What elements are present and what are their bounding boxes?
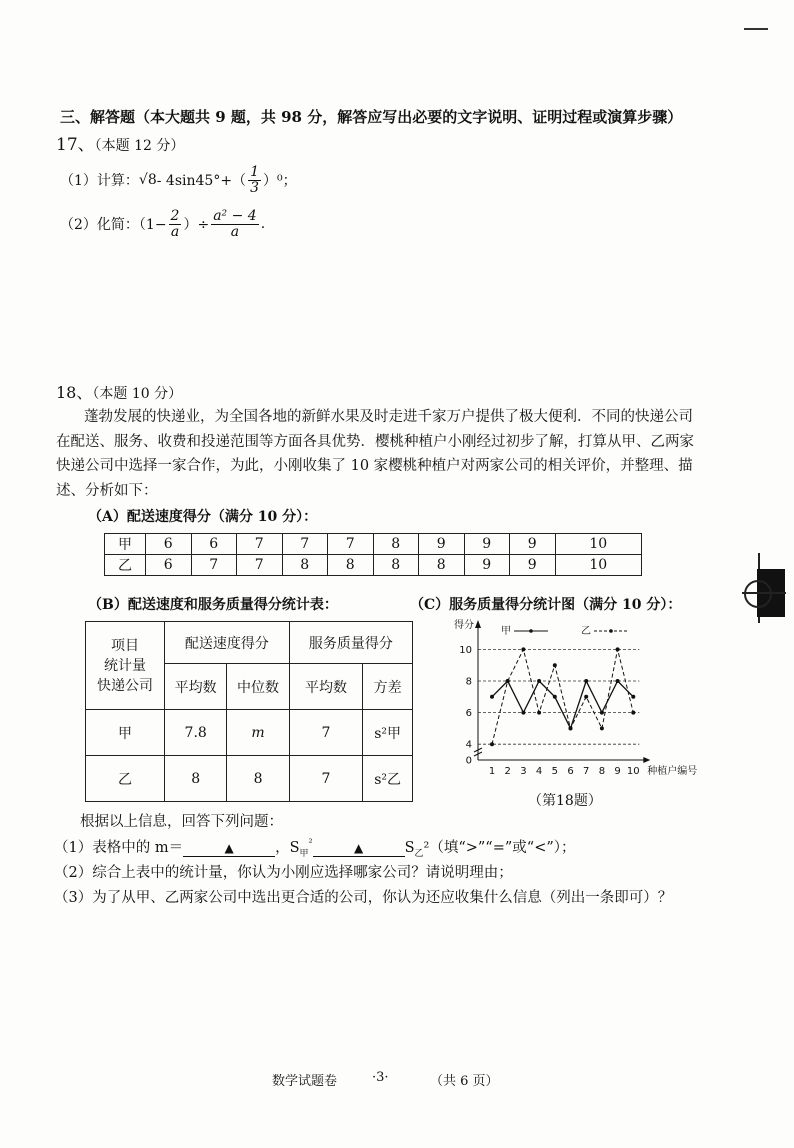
chart-caption: （第18题） [528,793,602,809]
q17-p1-expr-b: - 4sin45°+（ [156,173,247,189]
q18-sub1 [54,836,576,859]
blank-marker: ▲ [353,841,364,855]
table-cell: 7 [289,710,363,756]
series-yi-point [553,663,557,667]
table-row [86,622,413,664]
table-cell: 6 [146,555,192,576]
y-tick-label: 10 [459,644,472,656]
table-cell: 甲 [86,710,165,756]
fraction-denominator: 3 [250,179,259,196]
x-tick-label: 3 [520,766,527,777]
q17-header [56,130,184,155]
table-b [85,621,413,802]
fraction-numerator: a² − 4 [213,207,257,224]
y-tick-label: 6 [465,708,472,720]
series-yi-point [616,647,620,651]
table-cell: 10 [555,534,642,555]
series-yi-point [521,647,525,651]
sub1-text-b: ，S [275,840,300,856]
q18-number: 18、 [56,383,93,402]
table-cell: 8 [373,555,419,576]
table-cell: 8 [165,756,227,802]
y-tick-label: 0 [465,755,472,767]
x-tick-label: 6 [567,766,574,777]
series-jia-point [616,679,620,683]
x-tick-label: 2 [504,766,511,777]
table-row [105,555,642,576]
table-cell: 9 [419,534,465,555]
table-cell: 7 [191,555,237,576]
table-cell: 9 [510,555,556,576]
q17-number: 17、 [56,135,95,155]
y-tick-label: 4 [465,739,472,751]
x-tick-label: 9 [614,766,621,777]
sub1-text-d: S [404,840,415,856]
fraction-denominator: a [230,223,240,240]
series-jia-point [490,695,494,699]
series-yi-point [631,711,635,715]
q18-sub2: （2）综合上表中的统计量，你认为小刚应选择哪家公司？请说明理由； [54,865,513,881]
header-rule [744,28,768,30]
fraction-denominator: a [170,223,180,240]
y-tick-label: 8 [465,676,472,688]
table-cell: 8 [227,756,289,802]
table-cell: s²甲 [363,710,413,756]
q17-p2-fraction1 [169,209,182,239]
binding-hole [744,580,772,608]
q18-paragraph: 蓬勃发展的快递业，为全国各地的新鲜水果及时走进千家万户提供了极大便利．不同的快递公司在配送、服务、收费和投递范围等方面各具优势．樱桃种植户小刚经过初步了解，打算从甲、乙两家快递公司中选择一家合作，为此，小刚收集了 10 家樱桃种植户对两家公司的相关评价，并整理、描述、分析如下： [56,409,694,499]
table-cell: 8 [373,534,419,555]
series-jia-point [537,679,541,683]
q18-sub3: （3）为了从甲、乙两家公司中选出更合适的公司，你认为还应收集什么信息（列出一条即可）？ [54,890,673,906]
q17-p2-end: . [260,216,266,232]
table-cell: 8 [419,555,465,576]
table-cell: 7.8 [165,710,227,756]
table-header: 配送速度得分 [165,622,290,664]
x-axis-label: 种植户编号 [647,766,698,777]
table-cell: 9 [510,534,556,555]
q17-p2-label: （2）化简：（1− [60,217,167,233]
table-cell: 6 [191,534,237,555]
legend-label: 乙 [581,626,591,637]
table-cell: 9 [464,555,510,576]
legend-marker [529,629,533,633]
table-header: 服务质量得分 [289,622,412,664]
corner-line: 统计量 [104,657,146,674]
q17-p1-expr-a: √8 [138,172,157,188]
table-cell: 7 [282,534,328,555]
q17-p2-mid: ）÷ [183,217,210,233]
table-cell: 乙 [86,756,165,802]
table-header: 中位数 [227,664,289,710]
series-jia-line [492,681,633,728]
series-jia-point [631,695,635,699]
sub1-text-e: ²（填“>”“=”或“<”）； [423,840,576,856]
table-header: 方差 [363,664,413,710]
q17-part2 [60,202,265,246]
fraction-numerator: 2 [170,207,180,224]
q17-p2-fraction2 [211,209,259,239]
q18-header [56,380,182,403]
corner-line: 项目 [111,637,139,654]
q17-p1-fraction [248,165,261,195]
table-row [86,756,413,802]
service-quality-chart [420,616,710,780]
series-jia-point [553,695,557,699]
answer-blank-compare[interactable] [313,840,405,857]
x-tick-label: 1 [488,766,496,777]
footer-page: ·3· [372,1070,389,1085]
q17-points: （本题 12 分） [94,138,185,154]
series-jia-point [521,711,525,715]
q18-intro: 根据以上信息，回答下列问题： [80,814,283,830]
y-axis-label: 得分 [454,620,474,631]
x-tick-label: 10 [626,766,640,777]
x-tick-label: 8 [598,766,606,777]
table-cell: 9 [464,534,510,555]
footer-total: （共 6 页） [430,1074,499,1089]
table-cell: 10 [555,555,642,576]
table-a [104,533,642,576]
section-title: 三、解答题（本大题共 9 题，共 98 分，解答应写出必要的文字说明、证明过程或演算步骤） [60,108,683,126]
table-header: 平均数 [289,664,363,710]
binding-cross [742,592,786,594]
sub1-sup: ² [308,838,313,850]
answer-blank-m[interactable] [183,840,275,857]
series-yi-point [537,711,541,715]
footer-title: 数学试题卷 [272,1074,338,1089]
x-tick-label: 4 [535,766,543,777]
table-cell: 8 [328,555,374,576]
series-yi-point [490,742,494,746]
table-row [86,710,413,756]
q17-p1-expr-c: ）⁰； [262,173,297,189]
sub1-sub-jia: 甲 [299,848,309,859]
corner-line: 快递公司 [97,677,153,694]
sub1-text-a: （1）表格中的 m＝ [54,840,184,856]
legend-label: 甲 [501,626,511,637]
table-row [105,534,642,555]
x-tick-label: 5 [551,766,558,777]
table-b-title: （B）配送速度和服务质量得分统计表： [88,597,338,613]
table-cell: 7 [237,555,283,576]
sub1-sub-yi: 乙 [414,848,424,859]
series-yi-point [584,695,588,699]
x-tick-label: 7 [583,766,590,777]
y-axis-arrow [475,620,481,628]
q18-points: （本题 10 分） [92,386,183,402]
table-a-title: （A）配送速度得分（满分 10 分）： [88,509,318,525]
series-jia-point [584,679,588,683]
table-cell: 7 [237,534,283,555]
table-corner [86,622,165,710]
x-axis-arrow [643,757,650,763]
table-cell: 8 [282,555,328,576]
table-cell: 7 [289,756,363,802]
fraction-numerator: 1 [250,163,259,180]
table-cell: 乙 [105,555,146,576]
table-header: 平均数 [165,664,227,710]
table-cell: 6 [146,534,192,555]
legend-marker [609,629,613,633]
q17-part1 [60,160,297,200]
series-jia-point [600,711,604,715]
chart-title: （C）服务质量得分统计图（满分 10 分）： [410,597,682,613]
q17-p1-label: （1）计算： [60,173,139,189]
table-cell: 7 [328,534,374,555]
series-yi-point [600,726,604,730]
blank-marker: ▲ [224,841,234,855]
table-cell: 甲 [105,534,146,555]
series-yi-point [506,679,510,683]
table-cell: m [227,710,289,756]
series-yi-line [492,649,633,744]
table-cell: s²乙 [363,756,413,802]
series-yi-point [569,726,573,730]
